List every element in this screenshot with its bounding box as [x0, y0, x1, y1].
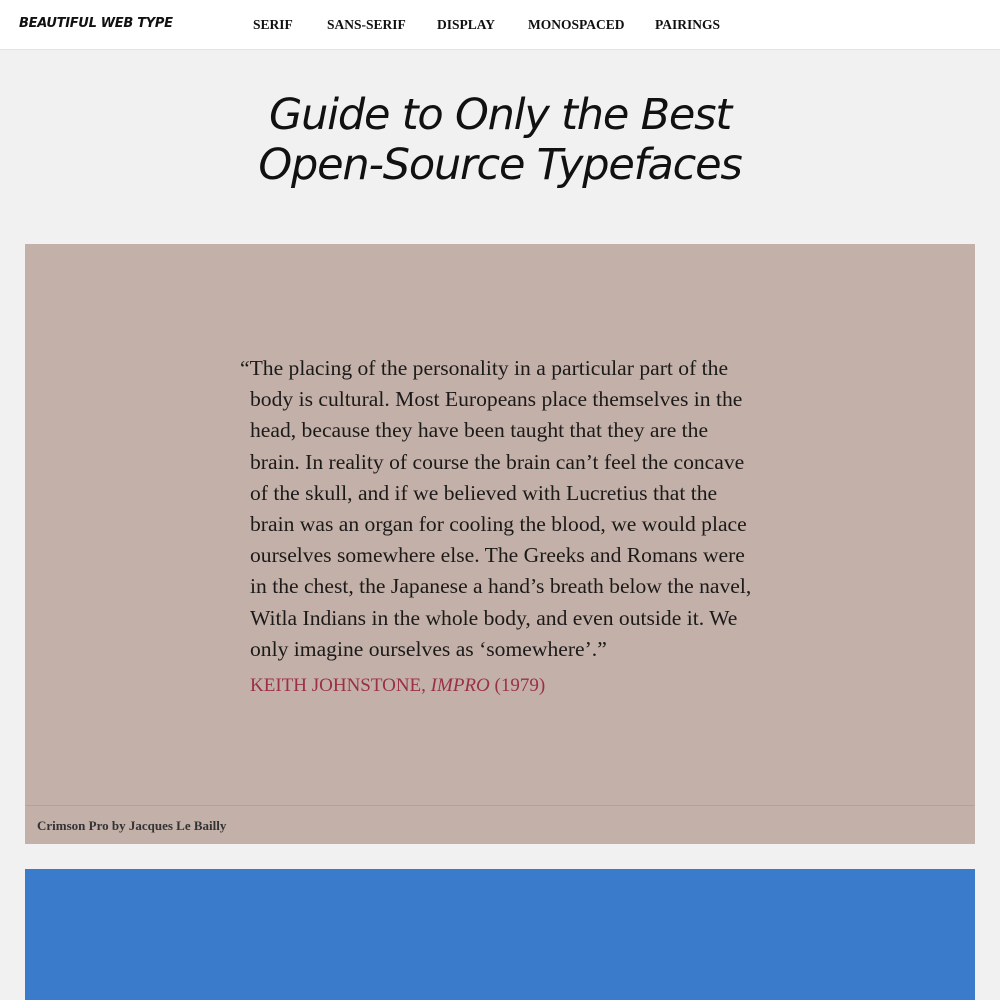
- top-navigation-bar: [0, 0, 1000, 50]
- nav-link-monospaced[interactable]: MONOSPACED: [528, 17, 625, 32]
- citation-work: IMPRO: [430, 675, 490, 697]
- nav-link-sans-serif[interactable]: SANS-SERIF: [327, 17, 406, 32]
- quote-citation: [250, 675, 760, 697]
- page-title-line-2: Open-Source Typefaces: [258, 140, 742, 190]
- sample-quote: [240, 353, 760, 697]
- next-typeface-card[interactable]: [25, 869, 975, 1000]
- typeface-credit-link[interactable]: Crimson Pro by Jacques Le Bailly: [37, 818, 227, 833]
- nav-link-pairings[interactable]: PAIRINGS: [655, 17, 721, 32]
- nav-link-display[interactable]: DISPLAY: [437, 17, 496, 32]
- site-logo-link[interactable]: BEAUTIFUL WEB TYPE: [19, 16, 173, 31]
- page-title-line-1: Guide to Only the Best: [269, 90, 731, 140]
- citation-year: (1979): [494, 675, 546, 697]
- nav-link-serif[interactable]: SERIF: [253, 17, 293, 32]
- citation-author: KEITH JOHNSTONE,: [250, 675, 426, 697]
- card-footer: [25, 805, 975, 844]
- typeface-sample-card: [25, 244, 975, 844]
- page-title: [0, 90, 1000, 190]
- quote-text: “The placing of the personality in a particular part of the body is cultural. Most Europeans place themselves in the head, because they have been taught that they are the brain. In reality of course the brain can’t feel the concave of the skull, and if we believed with Lucretius that the brain was an organ for cooling the blood, we would place ourselves somewhere else. The Greeks and Romans were in the chest, the Japanese a hand’s breath below the navel, Witla Indians in the whole body, and even outside it. We only imagine ourselves as ‘somewhere’.”: [240, 356, 752, 661]
